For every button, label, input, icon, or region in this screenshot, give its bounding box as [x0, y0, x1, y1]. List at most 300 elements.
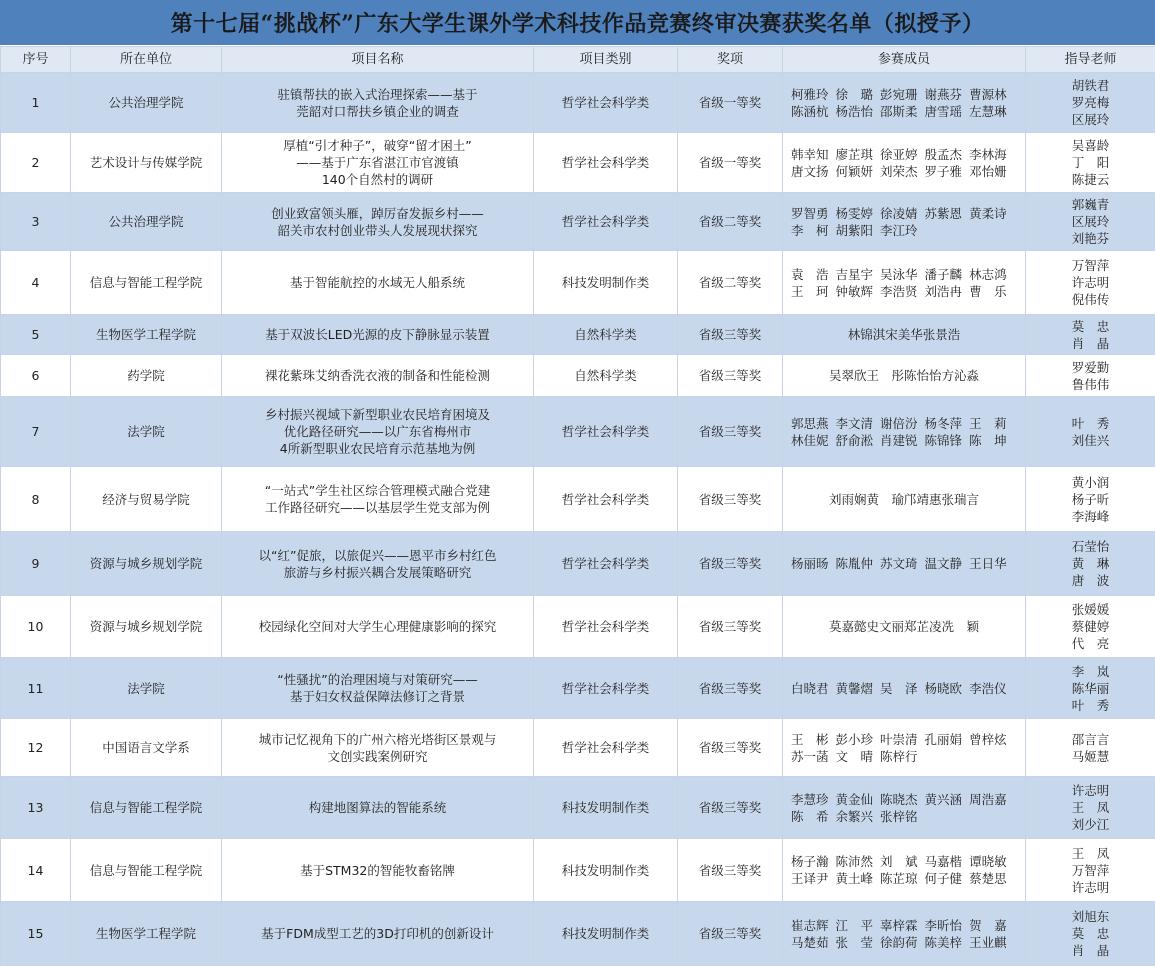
project-name-line: 驻镇帮扶的嵌入式治理探索——基于: [277, 86, 478, 102]
row-no-cell: 12: [1, 719, 71, 777]
member-name: 李浩贤: [880, 283, 918, 299]
member-name: 袁 浩: [791, 266, 829, 282]
member-name: 苏一菡: [791, 748, 829, 764]
project-name-line: 旅游与乡村振兴耦合发展策略研究: [283, 564, 472, 580]
row-category-cell: 哲学社会科学类: [534, 467, 678, 532]
member-name: 陈 希: [791, 808, 829, 824]
row-members-cell: [783, 777, 1026, 839]
member-name: 苏文琦: [880, 556, 918, 571]
table-row: [1, 315, 1155, 355]
project-name-line: 构建地图算法的智能系统: [308, 800, 447, 815]
member-name: 李林海: [969, 146, 1007, 162]
project-name-line: 基于STM32的智能牧畜铭牌: [300, 862, 455, 878]
teacher-name: 邵言言: [1071, 731, 1110, 747]
row-category-cell: 自然科学类: [534, 315, 678, 355]
row-unit-cell: 信息与智能工程学院: [71, 251, 222, 315]
teacher-name: 马姬慧: [1071, 748, 1110, 764]
member-name: 林佳妮: [791, 432, 829, 448]
teacher-name: 罗爱勤: [1071, 359, 1110, 375]
table-row: [1, 355, 1155, 397]
project-name-line: ——基于广东省湛江市官渡镇: [296, 155, 459, 170]
col-header-unit: 所在单位: [71, 47, 222, 73]
member-name: 吉星宇: [835, 266, 874, 282]
member-name: 杨冬萍: [924, 415, 963, 431]
row-award-cell: 省级三等奖: [678, 467, 783, 532]
member-name: 潘子麟: [924, 266, 963, 282]
member-name: 叶崇清: [880, 731, 918, 747]
row-award-cell: 省级三等奖: [678, 902, 783, 966]
table-row: [1, 133, 1155, 193]
member-name: 苏紫恩: [924, 205, 963, 221]
row-category-cell: 哲学社会科学类: [534, 719, 678, 777]
member-name: 冼 颖: [941, 619, 980, 634]
member-name: 舒俞淞: [835, 432, 874, 448]
row-unit-cell: 法学院: [71, 397, 222, 467]
teacher-name: 万智萍: [1071, 862, 1110, 878]
row-teachers-cell: [1026, 596, 1155, 658]
row-project-cell: [222, 467, 534, 532]
row-unit-cell: 艺术设计与传媒学院: [71, 133, 222, 193]
row-unit-cell: 中国语言文学系: [71, 719, 222, 777]
member-name: 杨丽旸: [791, 556, 829, 571]
row-category-cell: 哲学社会科学类: [534, 73, 678, 133]
teacher-name: 罗亮梅: [1071, 95, 1110, 110]
member-name: 曹源林: [969, 86, 1007, 102]
row-project-cell: [222, 839, 534, 902]
teacher-name: 吴喜龄: [1071, 138, 1110, 153]
teacher-name: 李 岚: [1071, 663, 1110, 679]
member-name: 吴 泽: [880, 680, 918, 696]
member-name: 崔志辉: [791, 917, 829, 933]
member-name: 蔡楚思: [969, 871, 1007, 886]
row-project-cell: [222, 315, 534, 355]
row-teachers-cell: [1026, 355, 1155, 397]
table-row: [1, 193, 1155, 251]
teacher-name: 李海峰: [1071, 508, 1110, 524]
teacher-name: 丁 阳: [1071, 155, 1110, 170]
member-name: 唐雪瑶: [924, 103, 963, 119]
project-name-line: 创业致富领头雁，踔厉奋发振乡村——: [271, 205, 484, 221]
col-header-no: 序号: [1, 47, 71, 73]
table-row: [1, 397, 1155, 467]
member-name: 陈梓行: [880, 748, 918, 764]
teacher-name: 刘艳芬: [1071, 231, 1110, 246]
member-name: 李江玲: [880, 222, 918, 238]
teacher-name: 许志明: [1071, 783, 1110, 798]
row-members-cell: [783, 839, 1026, 902]
teacher-name: 万智萍: [1071, 258, 1110, 273]
teacher-name: 叶 秀: [1071, 415, 1110, 431]
teacher-name: 张媛媛: [1071, 602, 1110, 617]
row-teachers-cell: [1026, 719, 1155, 777]
member-name: 辜梓霖: [880, 917, 918, 933]
member-name: 陈美梓: [924, 934, 963, 950]
row-unit-cell: 法学院: [71, 658, 222, 719]
member-name: 陈沛然: [835, 854, 874, 869]
member-name: 徐亚婷: [880, 146, 918, 162]
project-name-line: 韶关市农村创业带头人发展现状探究: [277, 222, 478, 238]
row-members-cell: [783, 532, 1026, 596]
col-header-category: 项目类别: [534, 47, 678, 73]
member-name: 肖建锐: [880, 432, 918, 448]
row-project-cell: [222, 658, 534, 719]
member-name: 林锦淇: [847, 327, 886, 342]
member-name: 马楚茹: [791, 934, 829, 950]
member-name: 杨子瀚: [791, 854, 829, 869]
row-award-cell: 省级三等奖: [678, 777, 783, 839]
project-name-line: “性骚扰”的治理困境与对策研究——: [277, 672, 478, 687]
project-name-line: 校园绿化空间对大学生心理健康影响的探究: [258, 619, 497, 634]
teacher-name: 陈捷云: [1071, 172, 1110, 187]
row-no-cell: 6: [1, 355, 71, 397]
member-name: 孔丽娟: [924, 731, 963, 747]
member-name: 徐韵荷: [880, 934, 918, 950]
member-name: 江 平: [835, 917, 874, 933]
member-name: 左慧琳: [969, 103, 1007, 119]
teacher-name: 代 亮: [1071, 636, 1110, 651]
teacher-name: 黄小润: [1071, 474, 1110, 490]
row-award-cell: 省级三等奖: [678, 596, 783, 658]
project-name-line: 乡村振兴视域下新型职业农民培育困境及: [264, 407, 490, 422]
member-name: 贺 嘉: [969, 917, 1007, 933]
table-row: [1, 596, 1155, 658]
row-members-cell: [783, 658, 1026, 719]
page-title: 第十七届“挑战杯”广东大学生课外学术科技作品竞赛终审决赛获奖名单（拟授予）: [0, 0, 1155, 45]
row-members-cell: [783, 719, 1026, 777]
row-award-cell: 省级三等奖: [678, 658, 783, 719]
col-header-project: 项目名称: [222, 47, 534, 73]
row-no-cell: 8: [1, 467, 71, 532]
member-name: 林志鸿: [969, 266, 1007, 282]
member-name: 曾梓炫: [969, 731, 1007, 747]
member-name: 张梓铭: [880, 808, 918, 824]
project-name-line: 基于双波长LED光源的皮下静脉显示装置: [265, 327, 490, 342]
row-unit-cell: 生物医学工程学院: [71, 315, 222, 355]
row-members-cell: [783, 467, 1026, 532]
teacher-name: 刘少江: [1071, 817, 1110, 832]
row-teachers-cell: [1026, 902, 1155, 966]
member-name: 吴泳华: [880, 266, 918, 282]
row-category-cell: 科技发明制作类: [534, 251, 678, 315]
member-name: 胡紫阳: [835, 222, 874, 238]
row-no-cell: 5: [1, 315, 71, 355]
member-name: 何颖妍: [835, 163, 874, 179]
row-award-cell: 省级二等奖: [678, 193, 783, 251]
row-unit-cell: 生物医学工程学院: [71, 902, 222, 966]
row-category-cell: 自然科学类: [534, 355, 678, 397]
member-name: 曹 乐: [969, 283, 1007, 299]
project-name-line: 优化路径研究——以广东省梅州市: [283, 424, 472, 439]
row-teachers-cell: [1026, 73, 1155, 133]
teacher-name: 陈华丽: [1071, 680, 1110, 696]
row-unit-cell: 资源与城乡规划学院: [71, 532, 222, 596]
member-name: 杨浩怡: [835, 103, 874, 119]
project-name-line: 140个自然村的调研: [321, 172, 434, 187]
member-name: 殷孟杰: [924, 146, 963, 162]
row-no-cell: 15: [1, 902, 71, 966]
member-name: 白晓君: [791, 680, 829, 696]
member-name: 黄 瑜: [866, 491, 904, 507]
row-no-cell: 13: [1, 777, 71, 839]
row-unit-cell: 信息与智能工程学院: [71, 777, 222, 839]
project-name-line: 文创实践案例研究: [327, 748, 428, 764]
row-teachers-cell: [1026, 467, 1155, 532]
row-category-cell: 科技发明制作类: [534, 839, 678, 902]
project-name-line: 基于FDM成型工艺的3D打印机的创新设计: [261, 926, 494, 941]
row-teachers-cell: [1026, 397, 1155, 467]
teacher-name: 莫 忠: [1071, 318, 1110, 334]
row-unit-cell: 经济与贸易学院: [71, 467, 222, 532]
row-teachers-cell: [1026, 251, 1155, 315]
member-name: 温文静: [924, 556, 963, 571]
member-name: 陈 坤: [969, 432, 1007, 448]
member-name: 邵斯柔: [880, 103, 918, 119]
teacher-name: 杨子昕: [1071, 491, 1110, 507]
row-project-cell: [222, 532, 534, 596]
member-name: 王日华: [969, 556, 1007, 571]
row-category-cell: 哲学社会科学类: [534, 133, 678, 193]
member-name: 徐凌婧: [880, 205, 918, 221]
member-name: 杨雯婷: [835, 205, 874, 221]
row-project-cell: [222, 73, 534, 133]
member-name: 黄兴涵: [924, 791, 963, 807]
project-name-line: 城市记忆视角下的广州六榕光塔街区景观与: [258, 731, 497, 747]
member-name: 郭思燕: [791, 415, 829, 431]
col-header-members: 参赛成员: [783, 47, 1026, 73]
member-name: 柯雅玲: [791, 86, 829, 102]
member-name: 方沁淼: [941, 368, 980, 383]
teacher-name: 蔡健婷: [1071, 619, 1110, 634]
member-name: 张瑞言: [941, 491, 980, 507]
row-teachers-cell: [1026, 315, 1155, 355]
table-body: [1, 73, 1155, 966]
row-award-cell: 省级三等奖: [678, 315, 783, 355]
member-name: 张 莹: [835, 934, 874, 950]
member-name: 吴翠欣: [828, 368, 867, 383]
teacher-name: 王 凤: [1071, 800, 1110, 815]
member-name: 王业麒: [969, 934, 1007, 950]
table-row: [1, 532, 1155, 596]
member-name: 谢倍汾: [880, 415, 918, 431]
row-teachers-cell: [1026, 133, 1155, 193]
member-name: 廖芷琪: [835, 146, 874, 162]
teacher-name: 王 凤: [1071, 845, 1110, 861]
row-unit-cell: 资源与城乡规划学院: [71, 596, 222, 658]
member-name: 刘 斌: [880, 854, 918, 869]
member-name: 张景浩: [922, 327, 961, 342]
teacher-name: 区展玲: [1071, 214, 1110, 229]
award-table: [0, 46, 1155, 966]
row-teachers-cell: [1026, 532, 1155, 596]
row-members-cell: [783, 596, 1026, 658]
member-name: 刘雨娴: [828, 491, 867, 507]
member-name: 马嘉楷: [924, 854, 963, 869]
member-name: 史文丽: [866, 619, 904, 634]
row-award-cell: 省级一等奖: [678, 73, 783, 133]
member-name: 杨晓欧: [924, 680, 963, 696]
row-project-cell: [222, 397, 534, 467]
row-no-cell: 1: [1, 73, 71, 133]
member-name: 邝靖惠: [904, 491, 942, 507]
teacher-name: 刘佳兴: [1071, 432, 1110, 448]
row-project-cell: [222, 193, 534, 251]
row-members-cell: [783, 902, 1026, 966]
teacher-name: 黄 琳: [1071, 556, 1110, 571]
row-unit-cell: 信息与智能工程学院: [71, 839, 222, 902]
member-name: 宋美华: [885, 327, 923, 342]
member-name: 彭小珍: [835, 731, 874, 747]
row-category-cell: 哲学社会科学类: [534, 658, 678, 719]
member-name: 王 珂: [791, 283, 829, 299]
teacher-name: 郭巍青: [1071, 197, 1110, 212]
member-name: 陈芷琼: [880, 871, 918, 886]
row-category-cell: 科技发明制作类: [534, 902, 678, 966]
row-no-cell: 10: [1, 596, 71, 658]
row-category-cell: 哲学社会科学类: [534, 596, 678, 658]
row-award-cell: 省级三等奖: [678, 397, 783, 467]
row-category-cell: 科技发明制作类: [534, 777, 678, 839]
row-project-cell: [222, 596, 534, 658]
member-name: 黄金仙: [835, 791, 874, 807]
row-members-cell: [783, 193, 1026, 251]
teacher-name: 倪伟传: [1071, 292, 1110, 307]
row-no-cell: 7: [1, 397, 71, 467]
member-name: 王 莉: [969, 415, 1007, 431]
member-name: 王译尹: [791, 871, 829, 886]
project-name-line: “一站式”学生社区综合管理模式融合党建: [264, 483, 491, 498]
row-no-cell: 3: [1, 193, 71, 251]
row-members-cell: [783, 251, 1026, 315]
row-project-cell: [222, 355, 534, 397]
row-unit-cell: 公共治理学院: [71, 73, 222, 133]
member-name: 刘荣杰: [880, 163, 918, 179]
row-award-cell: 省级三等奖: [678, 355, 783, 397]
member-name: 王 彤: [866, 368, 904, 383]
member-name: 何子健: [924, 871, 963, 886]
col-header-teachers: 指导老师: [1026, 47, 1155, 73]
table-row: [1, 839, 1155, 902]
member-name: 李 柯: [791, 222, 829, 238]
teacher-name: 许志明: [1071, 879, 1110, 895]
row-award-cell: 省级一等奖: [678, 133, 783, 193]
row-teachers-cell: [1026, 839, 1155, 902]
member-name: 郑芷凌: [904, 619, 942, 634]
project-name-line: 工作路径研究——以基层学生党支部为例: [264, 500, 490, 515]
row-unit-cell: 公共治理学院: [71, 193, 222, 251]
row-category-cell: 哲学社会科学类: [534, 193, 678, 251]
member-name: 陈涵杭: [791, 103, 829, 119]
row-unit-cell: 药学院: [71, 355, 222, 397]
row-project-cell: [222, 902, 534, 966]
member-name: 文 晴: [835, 748, 874, 764]
teacher-name: 许志明: [1071, 275, 1110, 290]
col-header-award: 奖项: [678, 47, 783, 73]
member-name: 黄柔诗: [969, 205, 1007, 221]
member-name: 钟敏辉: [835, 283, 874, 299]
table-row: [1, 251, 1155, 315]
row-category-cell: 哲学社会科学类: [534, 397, 678, 467]
table-row: [1, 719, 1155, 777]
row-members-cell: [783, 397, 1026, 467]
member-name: 陈晓杰: [880, 791, 918, 807]
teacher-name: 石莹怡: [1071, 539, 1110, 554]
project-name-line: 4所新型职业农民培育示范基地为例: [279, 441, 476, 456]
member-name: 谢燕芬: [924, 86, 963, 102]
row-teachers-cell: [1026, 658, 1155, 719]
member-name: 黄馨熠: [835, 680, 874, 696]
member-name: 王 彬: [791, 731, 829, 747]
row-category-cell: 哲学社会科学类: [534, 532, 678, 596]
project-name-line: 裸花紫珠艾纳香洗衣液的制备和性能检测: [264, 368, 490, 383]
row-no-cell: 2: [1, 133, 71, 193]
member-name: 黄土峰: [835, 871, 874, 886]
table-row: [1, 73, 1155, 133]
member-name: 李慧珍: [791, 791, 829, 807]
table-row: [1, 902, 1155, 966]
project-name-line: 以“红”促旅，以旅促兴——恩平市乡村红色: [258, 547, 497, 563]
teacher-name: 区展玲: [1071, 112, 1110, 127]
row-teachers-cell: [1026, 193, 1155, 251]
project-name-line: 莞韶对口帮扶乡镇企业的调查: [296, 103, 459, 119]
row-members-cell: [783, 315, 1026, 355]
member-name: 莫嘉懿: [828, 619, 867, 634]
member-name: 徐 璐: [835, 86, 874, 102]
project-name-line: 基于智能航控的水域无人船系统: [289, 275, 465, 290]
row-teachers-cell: [1026, 777, 1155, 839]
member-name: 陈胤仲: [835, 556, 874, 571]
member-name: 罗子雅: [924, 163, 963, 179]
row-no-cell: 11: [1, 658, 71, 719]
table-row: [1, 467, 1155, 532]
teacher-name: 胡铁君: [1071, 78, 1110, 93]
project-name-line: 厚植“引才种子”，破穿“留才困土”: [283, 138, 472, 153]
row-no-cell: 9: [1, 532, 71, 596]
teacher-name: 刘旭东: [1071, 909, 1110, 924]
member-name: 李昕怡: [924, 917, 963, 933]
teacher-name: 叶 秀: [1071, 697, 1110, 713]
teacher-name: 莫 忠: [1071, 926, 1110, 941]
member-name: 陈锦锋: [924, 432, 963, 448]
member-name: 彭宛珊: [880, 86, 918, 102]
teacher-name: 肖 晶: [1071, 943, 1110, 958]
row-project-cell: [222, 719, 534, 777]
project-name-line: 基于妇女权益保障法修订之背景: [289, 689, 465, 704]
member-name: 唐文扬: [791, 163, 829, 179]
row-project-cell: [222, 133, 534, 193]
member-name: 罗智勇: [791, 205, 829, 221]
member-name: 李浩仪: [969, 680, 1007, 696]
row-members-cell: [783, 133, 1026, 193]
member-name: 邓怡姗: [969, 163, 1007, 179]
member-name: 刘浩冉: [924, 283, 963, 299]
row-members-cell: [783, 73, 1026, 133]
row-project-cell: [222, 777, 534, 839]
member-name: 韩幸知: [791, 146, 829, 162]
member-name: 余繁兴: [835, 808, 874, 824]
teacher-name: 肖 晶: [1071, 335, 1110, 351]
member-name: 谭晓敏: [969, 854, 1007, 869]
member-name: 李文清: [835, 415, 874, 431]
teacher-name: 唐 波: [1071, 573, 1110, 588]
table-row: [1, 658, 1155, 719]
row-members-cell: [783, 355, 1026, 397]
row-award-cell: 省级三等奖: [678, 839, 783, 902]
member-name: 周浩嘉: [969, 791, 1007, 807]
row-no-cell: 4: [1, 251, 71, 315]
row-award-cell: 省级三等奖: [678, 532, 783, 596]
member-name: 陈怡怡: [904, 368, 942, 383]
table-row: [1, 777, 1155, 839]
